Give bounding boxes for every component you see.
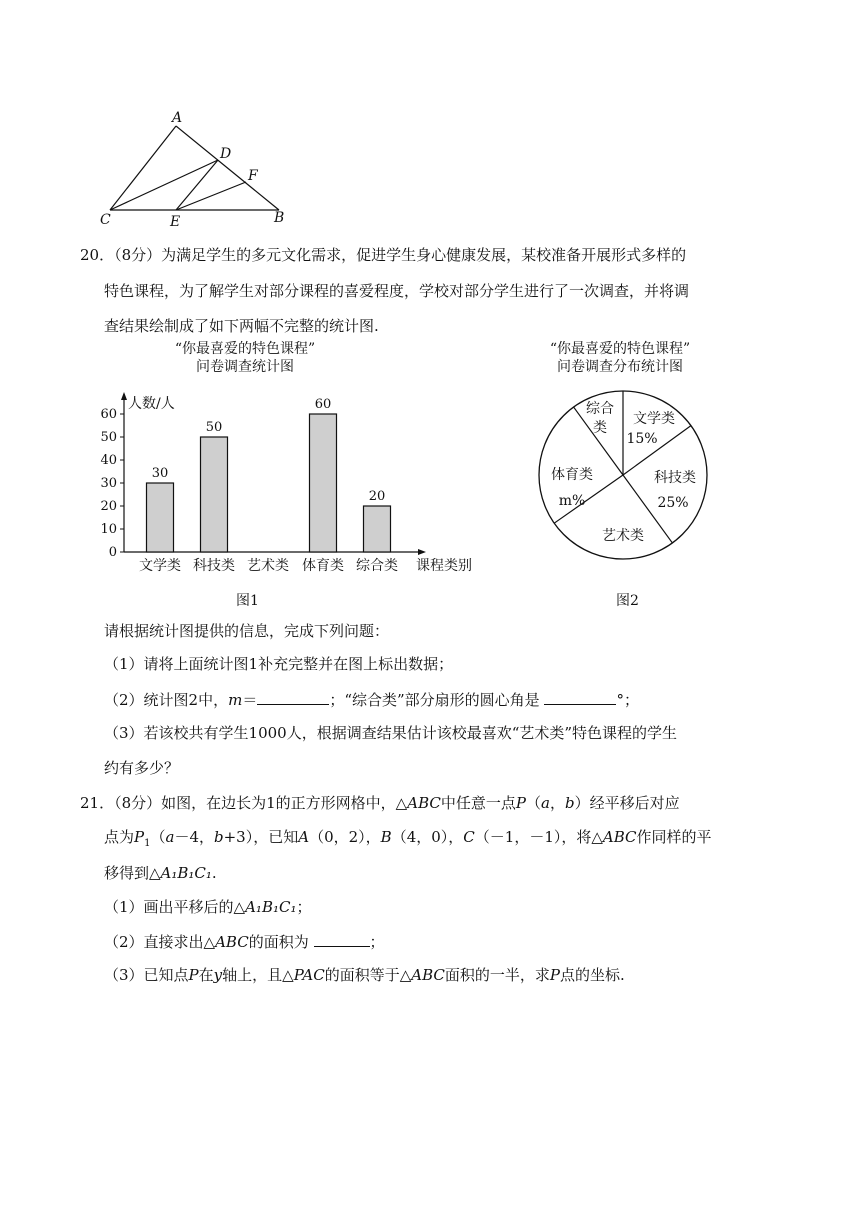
q21-l2-c: －4， — [174, 828, 214, 846]
q21-l2-C: C — [463, 828, 475, 846]
q21-s3-pac: PAC — [293, 966, 325, 984]
x-axis-arrow — [418, 549, 426, 555]
y-axis-arrow — [121, 392, 127, 400]
q21-l1-p: P — [515, 794, 526, 812]
q21-s3-c: 轴上，且△ — [222, 966, 294, 984]
answer-blank-m[interactable] — [257, 688, 329, 705]
chart1-title — [150, 340, 340, 376]
label-C: C — [100, 212, 111, 228]
q21-s2-abc: ABC — [215, 933, 249, 951]
q20-sub2-d: °； — [616, 691, 639, 709]
q20-sub2-a: （2）统计图2中， — [104, 691, 229, 709]
q21-l2-f: （4，0）， — [391, 828, 464, 846]
x-tick-label: 科技类 — [193, 558, 235, 574]
q21-l3-tri: A₁B₁C₁ — [160, 864, 212, 882]
q21-l3-a: 移得到△ — [104, 864, 161, 882]
y-axis-label: 人数/人 — [128, 396, 175, 412]
q21-s2-c: ； — [369, 933, 385, 951]
chart2-caption: 图2 — [616, 593, 639, 609]
q20-sub3-line2: 约有多少？ — [104, 759, 180, 777]
answer-blank-area[interactable] — [314, 930, 370, 947]
q21-sub1 — [104, 896, 311, 917]
q21-s3-d: 的面积等于△ — [324, 966, 412, 984]
bar — [147, 483, 174, 552]
q21-l2-A: A — [298, 828, 310, 846]
chart2-title-line2: 问卷调查分布统计图 — [557, 359, 683, 375]
triangle-figure — [96, 108, 296, 233]
q21-s2-b: 的面积为 — [248, 933, 314, 951]
q21-sub2 — [104, 930, 385, 952]
chart1-caption: 图1 — [236, 593, 259, 609]
chart1-title-line1: “你最喜爱的特色课程” — [174, 341, 316, 357]
q21-s3-a: （3）已知点 — [104, 966, 189, 984]
q21-l2-B: B — [380, 828, 392, 846]
q21-s3-e: 面积的一半，求 — [444, 966, 550, 984]
q21-s3-p2: P — [549, 966, 560, 984]
pie-slice-label: 艺术类 — [602, 528, 644, 544]
q21-sub3 — [104, 964, 625, 985]
y-tick-label: 0 — [108, 545, 117, 560]
q21-s1-tri: A₁B₁C₁ — [245, 898, 297, 916]
q21-l2-b3: b — [214, 828, 224, 846]
bar — [310, 414, 337, 552]
q21-l1-c: （ — [525, 794, 541, 812]
pie-slice-label: 科技类 — [654, 470, 696, 486]
q20-sub2-m: m — [228, 691, 243, 709]
q20-number: 20． — [80, 246, 115, 264]
x-axis-label: 课程类别 — [416, 558, 472, 574]
y-tick-label: 60 — [100, 407, 117, 422]
chart1-title-line2: 问卷调查统计图 — [196, 359, 294, 375]
y-tick-label: 10 — [100, 522, 117, 537]
q21-s3-b: 在 — [198, 966, 214, 984]
x-tick-label: 综合类 — [356, 558, 398, 574]
q20-sub2 — [104, 688, 639, 710]
q20-prompt: 请根据统计图提供的信息，完成下列问题： — [104, 622, 390, 640]
bar — [364, 506, 391, 552]
q21-s3-y: y — [213, 966, 223, 984]
y-tick-label: 50 — [100, 430, 117, 445]
q21-l2-sub1: 1 — [144, 838, 151, 849]
q21-l2-e: （0，2）， — [309, 828, 381, 846]
q21-l1-b-var: b — [564, 794, 575, 812]
pie-slice-label: 文学类 — [633, 411, 675, 427]
bar-value-label: 50 — [205, 420, 223, 435]
q21-l1-b: 中任意一点 — [440, 794, 516, 812]
q20-sub2-eq: ＝ — [242, 691, 258, 709]
q21-l2-b: （ — [150, 828, 166, 846]
q21-l2-a4: a — [165, 828, 175, 846]
pie-slice-label: 综合 — [586, 401, 614, 417]
bar-value-label: 20 — [368, 489, 386, 504]
y-tick-label: 30 — [100, 476, 117, 491]
x-tick-label: 体育类 — [302, 558, 344, 574]
q21-line2 — [104, 826, 712, 849]
q21-l2-abc: ABC — [602, 828, 637, 846]
label-B: B — [274, 210, 285, 226]
label-D: D — [220, 146, 232, 162]
q20-sub2-c: ；“综合类”部分扇形的圆心角是 — [329, 691, 545, 709]
chart2-title — [520, 340, 720, 376]
label-E: E — [170, 214, 181, 230]
q20-sub3-line1: （3）若该校共有学生1000人，根据调查结果估计该校最喜欢“艺术类”特色课程的学生 — [104, 724, 678, 742]
q21-l2-p1: P — [134, 828, 145, 846]
q21-s3-f: 点的坐标. — [560, 966, 625, 984]
bar — [201, 437, 228, 552]
q21-l1-a-var: a — [540, 794, 550, 812]
q21-score: （8分） — [114, 794, 162, 812]
pie-slice-value-label: 15% — [626, 431, 658, 447]
q21-s3-p: P — [188, 966, 199, 984]
pie-slice-value-label: 25% — [657, 495, 689, 511]
q20-text-1: 为满足学生的多元文化需求，促进学生身心健康发展，某校准备开展形式多样的 — [161, 246, 687, 264]
q21-l2-d: +3），已知 — [223, 828, 299, 846]
q21-l2-g: （－1，－1），将△ — [474, 828, 603, 846]
q21-l1-e: ）经平移后对应 — [574, 794, 680, 812]
answer-blank-angle[interactable] — [544, 688, 616, 705]
chart2-title-line1: “你最喜爱的特色课程” — [549, 341, 691, 357]
q20-text-3: 查结果绘制成了如下两幅不完整的统计图. — [104, 317, 379, 335]
y-tick-label: 40 — [100, 453, 117, 468]
pie-slice-value-label: m% — [558, 493, 586, 509]
q21-line1 — [80, 792, 680, 813]
q20-sub1: （1）请将上面统计图1补充完整并在图上标出数据； — [104, 655, 454, 673]
q21-l2-h: 作同样的平 — [636, 828, 712, 846]
pie-slice-label: 类 — [593, 420, 607, 436]
q21-number: 21． — [80, 794, 115, 812]
label-F: F — [248, 168, 258, 184]
q21-l2-a: 点为 — [104, 828, 135, 846]
q21-s2-a: （2）直接求出△ — [104, 933, 216, 951]
q21-s1-a: （1）画出平移后的△ — [104, 898, 246, 916]
q21-l1-abc: ABC — [407, 794, 441, 812]
q20-text-2: 特色课程，为了解学生对部分课程的喜爱程度，学校对部分学生进行了一次调查，并将调 — [104, 282, 690, 300]
x-tick-label: 艺术类 — [247, 558, 289, 574]
bar-value-label: 60 — [314, 397, 332, 412]
q21-l1-d: ， — [549, 794, 565, 812]
bar-value-label: 30 — [151, 466, 169, 481]
q21-l1-a: 如图，在边长为1的正方形网格中，△ — [161, 794, 408, 812]
q20-line1 — [80, 244, 686, 265]
q21-s3-abc: ABC — [411, 966, 445, 984]
q21-l3-b: . — [211, 864, 217, 882]
pie-slice-boundary — [574, 407, 623, 475]
pie-slice-label: 体育类 — [551, 467, 593, 483]
label-A: A — [172, 110, 183, 126]
q20-score: （8分） — [114, 246, 162, 264]
bar-chart — [96, 390, 486, 580]
y-tick-label: 20 — [100, 499, 117, 514]
q21-s1-b: ； — [296, 898, 312, 916]
q21-line3 — [104, 862, 217, 883]
pie-chart — [530, 385, 720, 575]
x-tick-label: 文学类 — [139, 558, 181, 574]
